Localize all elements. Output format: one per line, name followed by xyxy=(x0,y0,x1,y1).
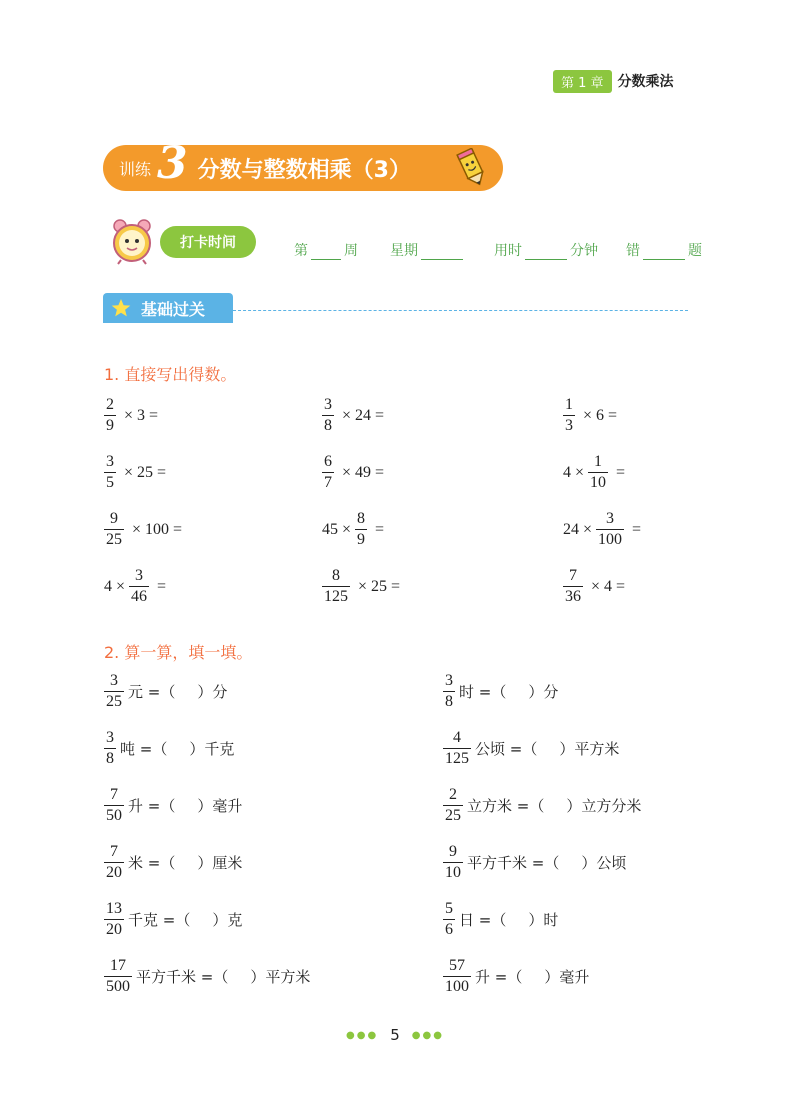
fraction xyxy=(322,397,334,434)
error-prefix: 错 xyxy=(626,243,640,259)
calc-item xyxy=(104,454,170,491)
fraction xyxy=(443,730,471,767)
unit-to: ）公顷 xyxy=(581,854,627,872)
calc-item xyxy=(563,568,629,605)
question-1-heading: 1. 直接写出得数。 xyxy=(104,365,237,384)
time-blank[interactable] xyxy=(525,245,567,260)
denominator: 8 xyxy=(445,693,453,710)
denominator: 25 xyxy=(106,693,122,710)
denominator: 500 xyxy=(106,978,130,995)
unit-from: 平方千米 =（ xyxy=(467,854,560,872)
numerator: 13 xyxy=(106,900,122,917)
denominator: 7 xyxy=(324,474,332,491)
fraction xyxy=(443,844,463,881)
error-blank[interactable] xyxy=(643,245,685,260)
error-suffix: 题 xyxy=(688,243,702,259)
unit-to: ）千克 xyxy=(189,740,235,758)
fraction xyxy=(104,730,116,767)
calc-suffix: × 4 = xyxy=(591,577,626,595)
weekday-blank[interactable] xyxy=(421,245,463,260)
unit-to: ）时 xyxy=(528,911,559,929)
calc-item xyxy=(322,511,388,548)
unit-to: ）克 xyxy=(212,911,243,929)
unit-to: ）平方米 xyxy=(559,740,620,758)
unit-from: 公顷 =（ xyxy=(475,740,538,758)
section-tab xyxy=(103,293,233,323)
numerator: 7 xyxy=(569,567,577,584)
denominator: 20 xyxy=(106,921,122,938)
fraction xyxy=(563,568,583,605)
calc-item xyxy=(322,397,388,434)
week-prefix: 第 xyxy=(294,243,308,259)
chapter-number: 第 1 章 xyxy=(553,70,612,93)
denominator: 5 xyxy=(106,474,114,491)
checkin-bubble: 打卡时间 xyxy=(160,226,256,258)
calc-item xyxy=(563,397,621,434)
conversion-item xyxy=(104,844,242,881)
unit-from: 元 =（ xyxy=(128,683,176,701)
conversion-item xyxy=(104,958,310,995)
pencil-mascot-icon xyxy=(452,148,492,188)
fraction xyxy=(104,787,124,824)
fraction xyxy=(596,511,624,548)
numerator: 9 xyxy=(449,843,457,860)
calc-suffix: = xyxy=(157,577,167,595)
unit-from: 立方米 =（ xyxy=(467,797,545,815)
denominator: 125 xyxy=(324,588,348,605)
footer-dots-left: ●●● xyxy=(346,1029,379,1041)
numerator: 3 xyxy=(324,396,332,413)
calc-suffix: = xyxy=(616,463,626,481)
denominator: 9 xyxy=(106,417,114,434)
conversion-item xyxy=(443,958,589,995)
numerator: 9 xyxy=(110,510,118,527)
numerator: 3 xyxy=(106,453,114,470)
unit-to: ）毫升 xyxy=(197,797,243,815)
alarm-clock-icon xyxy=(108,217,156,265)
question-2-heading: 2. 算一算，填一填。 xyxy=(104,643,253,662)
footer-dots-right: ●●● xyxy=(411,1029,444,1041)
unit-from: 升 =（ xyxy=(128,797,176,815)
unit-to: ）分 xyxy=(528,683,559,701)
week-suffix: 周 xyxy=(344,243,358,259)
unit-from: 日 =（ xyxy=(459,911,507,929)
calc-prefix: 4 × xyxy=(563,463,585,481)
checkin-fields xyxy=(294,240,702,260)
conversion-item xyxy=(443,730,619,767)
fraction xyxy=(104,397,116,434)
denominator: 100 xyxy=(445,978,469,995)
fraction xyxy=(129,568,149,605)
numerator: 7 xyxy=(110,843,118,860)
chapter-tag xyxy=(553,70,674,92)
fraction xyxy=(104,844,124,881)
banner-title: 分数与整数相乘（3） xyxy=(197,157,411,183)
denominator: 8 xyxy=(106,750,114,767)
calc-prefix: 4 × xyxy=(104,577,126,595)
time-prefix: 用时 xyxy=(494,243,522,259)
numerator: 17 xyxy=(110,957,126,974)
fraction xyxy=(322,568,350,605)
numerator: 4 xyxy=(453,729,461,746)
numerator: 57 xyxy=(449,957,465,974)
unit-to: ）立方分米 xyxy=(566,797,642,815)
fraction xyxy=(443,958,471,995)
fraction xyxy=(104,901,124,938)
section-label: 基础过关 xyxy=(141,299,206,319)
conversion-item xyxy=(443,901,558,938)
conversion-item xyxy=(104,730,234,767)
numerator: 3 xyxy=(606,510,615,527)
banner-number: 3 xyxy=(157,138,188,189)
numerator: 8 xyxy=(357,510,366,527)
fraction xyxy=(355,511,367,548)
calc-suffix: × 24 = xyxy=(342,406,385,424)
calc-item xyxy=(104,511,186,548)
numerator: 2 xyxy=(449,786,457,803)
denominator: 9 xyxy=(357,531,366,548)
unit-to: ）分 xyxy=(197,683,228,701)
calc-item xyxy=(563,454,629,491)
unit-to: ）平方米 xyxy=(250,968,311,986)
unit-from: 千克 =（ xyxy=(128,911,191,929)
conversion-item xyxy=(443,787,641,824)
conversion-item xyxy=(104,901,242,938)
denominator: 20 xyxy=(106,864,122,881)
numerator: 2 xyxy=(106,396,114,413)
denominator: 25 xyxy=(106,531,122,548)
calc-suffix: × 3 = xyxy=(124,406,159,424)
section-divider xyxy=(233,310,688,311)
calc-suffix: × 6 = xyxy=(583,406,618,424)
numerator: 7 xyxy=(110,786,118,803)
calc-item xyxy=(322,454,388,491)
calc-item xyxy=(104,397,162,434)
conversion-item xyxy=(443,673,558,710)
unit-from: 时 =（ xyxy=(459,683,507,701)
calc-item xyxy=(563,511,645,548)
numerator: 1 xyxy=(594,453,603,470)
calc-suffix: × 100 = xyxy=(132,520,183,538)
fraction xyxy=(588,454,608,491)
calc-prefix: 24 × xyxy=(563,520,593,538)
calc-prefix: 45 × xyxy=(322,520,352,538)
unit-to: ）厘米 xyxy=(197,854,243,872)
unit-to: ）毫升 xyxy=(544,968,590,986)
denominator: 100 xyxy=(598,531,623,548)
chapter-title: 分数乘法 xyxy=(617,74,674,90)
fraction xyxy=(104,673,124,710)
unit-from: 平方千米 =（ xyxy=(136,968,229,986)
numerator: 6 xyxy=(324,453,332,470)
page-footer xyxy=(346,1026,444,1044)
conversion-item xyxy=(104,787,242,824)
denominator: 3 xyxy=(565,417,573,434)
numerator: 8 xyxy=(332,567,340,584)
numerator: 3 xyxy=(445,672,453,689)
denominator: 46 xyxy=(131,588,148,605)
denominator: 50 xyxy=(106,807,122,824)
denominator: 36 xyxy=(565,588,581,605)
conversion-item xyxy=(443,844,626,881)
fraction xyxy=(104,454,116,491)
calc-suffix: = xyxy=(375,520,385,538)
calc-suffix: × 49 = xyxy=(342,463,385,481)
time-suffix: 分钟 xyxy=(570,243,598,259)
conversion-item xyxy=(104,673,227,710)
fraction xyxy=(104,958,132,995)
denominator: 10 xyxy=(445,864,461,881)
week-blank[interactable] xyxy=(311,245,341,260)
numerator: 1 xyxy=(565,396,573,413)
fraction xyxy=(563,397,575,434)
numerator: 3 xyxy=(135,567,144,584)
weekday-label: 星期 xyxy=(390,243,418,259)
calc-item xyxy=(104,568,170,605)
unit-from: 吨 =（ xyxy=(120,740,168,758)
page-number: 5 xyxy=(390,1026,400,1044)
numerator: 5 xyxy=(445,900,453,917)
calc-item xyxy=(322,568,404,605)
unit-from: 米 =（ xyxy=(128,854,176,872)
denominator: 10 xyxy=(590,474,607,491)
fraction xyxy=(443,673,455,710)
unit-from: 升 =（ xyxy=(475,968,523,986)
denominator: 125 xyxy=(445,750,469,767)
banner-label: 训练 xyxy=(119,159,152,179)
numerator: 3 xyxy=(106,729,114,746)
fraction xyxy=(443,787,463,824)
denominator: 8 xyxy=(324,417,332,434)
numerator: 3 xyxy=(110,672,118,689)
fraction xyxy=(104,511,124,548)
denominator: 6 xyxy=(445,921,453,938)
denominator: 25 xyxy=(445,807,461,824)
star-icon xyxy=(111,298,131,318)
calc-suffix: × 25 = xyxy=(358,577,401,595)
exercise-banner xyxy=(103,138,503,191)
fraction xyxy=(443,901,455,938)
calc-suffix: = xyxy=(632,520,642,538)
fraction xyxy=(322,454,334,491)
calc-suffix: × 25 = xyxy=(124,463,167,481)
